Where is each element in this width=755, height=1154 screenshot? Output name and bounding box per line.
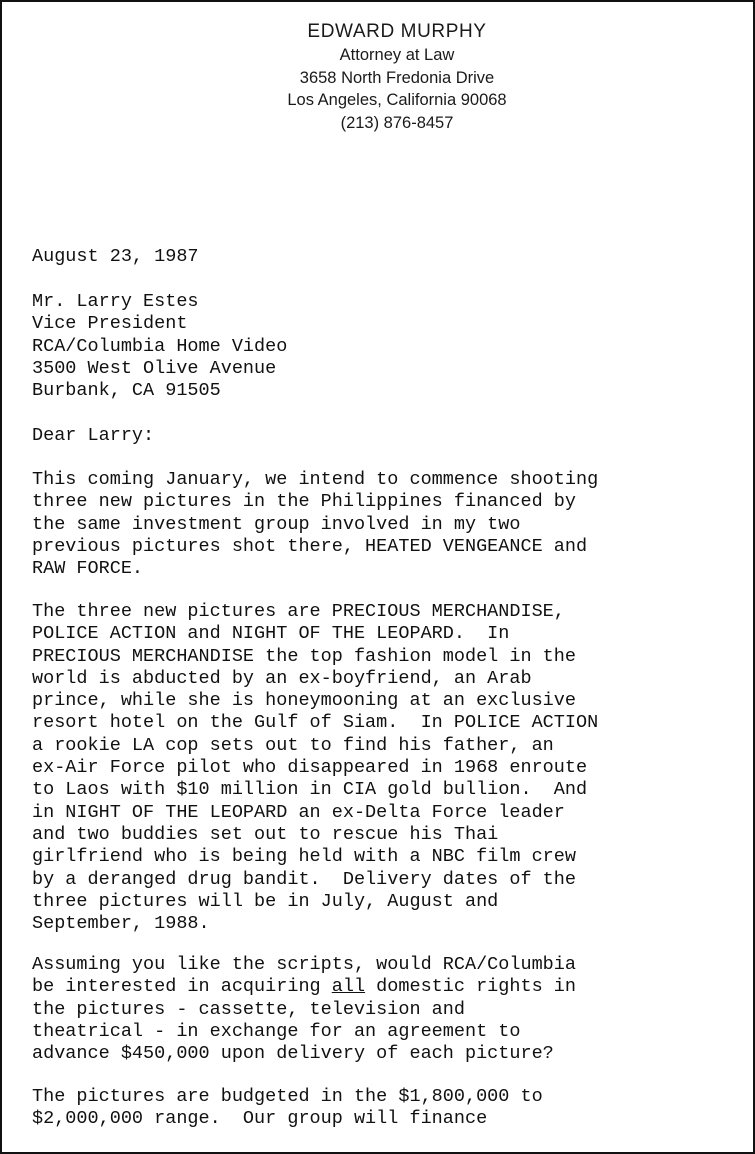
paragraph-line: September, 1988. <box>32 913 210 935</box>
letterhead-phone: (213) 876-8457 <box>340 113 454 132</box>
salutation: Dear Larry: <box>32 425 155 446</box>
paragraph-line: $2,000,000 range. Our group will finance <box>32 1108 488 1130</box>
letterhead-city: Los Angeles, California 90068 <box>287 91 507 109</box>
paragraph-line: theatrical - in exchange for an agreement to <box>32 1020 521 1042</box>
paragraph-line: advance $450,000 upon delivery of each picture? <box>32 1043 554 1065</box>
paragraph-line: PRECIOUS MERCHANDISE the top fashion model in the <box>32 645 576 667</box>
paragraph-line: The pictures are budgeted in the $1,800,000 to <box>32 1086 543 1107</box>
paragraph-line: The three new pictures are PRECIOUS MERCHANDISE, <box>32 601 565 622</box>
letterhead <box>2 20 755 134</box>
paragraph-fragment: be interested in acquiring <box>32 976 332 998</box>
letterhead-name: EDWARD MURPHY <box>307 21 487 42</box>
paragraph-line: in NIGHT OF THE LEOPARD an ex-Delta Force leader <box>32 801 565 823</box>
paragraph-line: and two buddies set out to rescue his Thai <box>32 823 499 845</box>
paragraph-2 <box>32 601 742 935</box>
paragraph-line: RAW FORCE. <box>32 558 144 580</box>
paragraph-4 <box>32 1086 742 1131</box>
paragraph-line: Assuming you like the scripts, would RCA/Columbia <box>32 954 576 975</box>
recipient-city: Burbank, CA 91505 <box>32 380 221 402</box>
paragraph-line: a rookie LA cop sets out to find his father, an <box>32 734 554 756</box>
paragraph-line: world is abducted by an ex-boyfriend, an Arab <box>32 667 532 689</box>
paragraph-line: previous pictures shot there, HEATED VENGEANCE and <box>32 535 588 557</box>
paragraph-line: to Laos with $10 million in CIA gold bullion. And <box>32 779 588 801</box>
paragraph-line: three new pictures in the Philippines financed by <box>32 491 576 513</box>
letter-date: August 23, 1987 <box>32 246 199 267</box>
paragraph-line: POLICE ACTION and NIGHT OF THE LEOPARD. In <box>32 623 510 645</box>
underlined-word: all <box>331 976 366 998</box>
paragraph-line: This coming January, we intend to commence shooting <box>32 469 599 490</box>
paragraph-line: prince, while she is honeymooning at an exclusive <box>32 690 576 712</box>
paragraph-3 <box>32 954 742 1065</box>
paragraph-1 <box>32 469 742 580</box>
paragraph-line: girlfriend who is being held with a NBC film crew <box>32 846 576 868</box>
letterhead-street: 3658 North Fredonia Drive <box>299 68 495 87</box>
paragraph-line: resort hotel on the Gulf of Siam. In POLICE ACTION <box>32 712 599 734</box>
recipient-street: 3500 West Olive Avenue <box>32 357 277 379</box>
recipient-company: RCA/Columbia Home Video <box>32 335 288 357</box>
paragraph-line: ex-Air Force pilot who disappeared in 1968 enroute <box>32 757 588 779</box>
recipient-name: Mr. Larry Estes <box>32 291 199 312</box>
recipient-title: Vice President <box>32 313 188 335</box>
paragraph-line: by a deranged drug bandit. Delivery dates of the <box>32 868 576 890</box>
letterhead-title: Attorney at Law <box>339 46 455 64</box>
paragraph-line: three pictures will be in July, August and <box>32 890 499 912</box>
paragraph-fragment: domestic rights in <box>365 976 576 998</box>
paragraph-line: the same investment group involved in my two <box>32 513 521 535</box>
paragraph-line: the pictures - cassette, television and <box>32 998 465 1020</box>
paragraph-line <box>32 976 742 998</box>
recipient-address <box>32 291 742 402</box>
